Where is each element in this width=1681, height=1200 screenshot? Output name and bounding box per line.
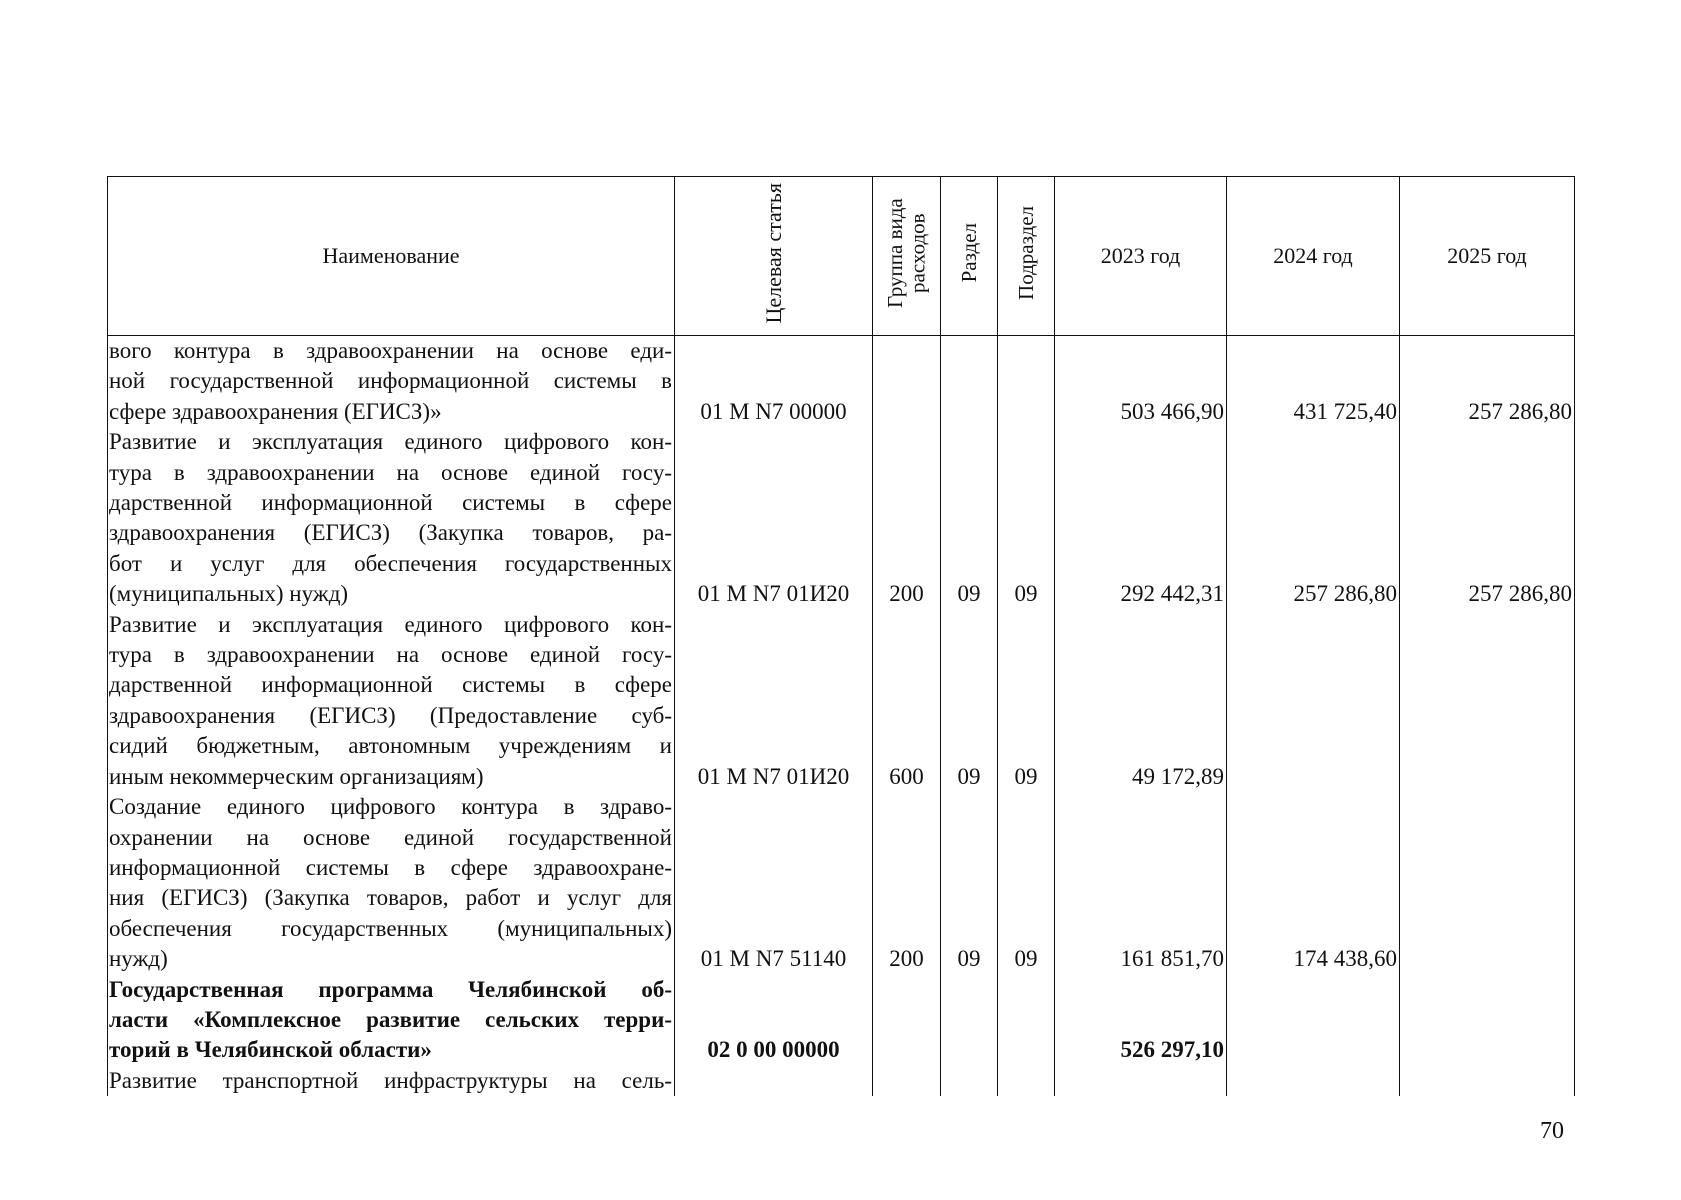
page-number: 70 <box>1540 1118 1564 1144</box>
budget-table <box>107 176 1575 1096</box>
row-name: Развитие и эксплуатация единого цифрового кон- тура в здравоохранении на основе единой госу- дарственной информационной системы в сфере здравоохранения (ЕГИСЗ) (Закупка товаров, ра- бот и услуг для обеспечения государственных (муниципальных) нужд) <box>108 427 675 609</box>
row-group <box>873 336 941 428</box>
row-section <box>941 1066 998 1096</box>
row-name: Государственная программа Челябинской об- ласти «Комплексное развитие сельских терри- торий в Челябинской области» <box>108 975 675 1066</box>
header-2024: 2024 год <box>1227 177 1400 336</box>
table-row <box>108 427 1575 609</box>
row-subsection: 09 <box>998 792 1055 974</box>
row-subsection <box>998 975 1055 1066</box>
row-name: Создание единого цифрового контура в здраво- охранении на основе единой государственной информационной системы в сфере здравоохране- ния (ЕГИСЗ) (Закупка товаров, работ и услуг для обеспечения государственных (муниципальных) нужд) <box>108 792 675 974</box>
table-body <box>108 336 1575 1097</box>
header-target: Целевая статья <box>675 177 873 336</box>
row-2024 <box>1227 610 1400 792</box>
row-subsection: 09 <box>998 427 1055 609</box>
row-2025: 257 286,80 <box>1400 336 1575 428</box>
row-2023: 526 297,10 <box>1055 975 1227 1066</box>
row-2024: 174 438,60 <box>1227 792 1400 974</box>
row-2025 <box>1400 975 1575 1066</box>
row-section: 09 <box>941 610 998 792</box>
row-subsection <box>998 1066 1055 1096</box>
row-2024 <box>1227 975 1400 1066</box>
row-subsection: 09 <box>998 610 1055 792</box>
row-target-code: 01 М N7 01И20 <box>675 427 873 609</box>
table-row <box>108 610 1575 792</box>
row-section: 09 <box>941 792 998 974</box>
header-name: Наименование <box>108 177 675 336</box>
row-section: 09 <box>941 427 998 609</box>
row-section <box>941 975 998 1066</box>
row-2025: 257 286,80 <box>1400 427 1575 609</box>
table-row <box>108 792 1575 974</box>
header-row <box>108 177 1575 336</box>
header-group: Группа вида расходов <box>873 177 941 336</box>
row-group: 200 <box>873 427 941 609</box>
table-row-continued <box>108 1066 1575 1096</box>
row-name: Развитие и эксплуатация единого цифрового кон- тура в здравоохранении на основе единой госу- дарственной информационной системы в сфере здравоохранения (ЕГИСЗ) (Предоставление суб- сидий бюджетным, автономным учреждениям и иным некоммерческим организациям) <box>108 610 675 792</box>
row-name: вого контура в здравоохранении на основе еди- ной государственной информационной системы в сфере здравоохранения (ЕГИСЗ)» <box>108 336 675 428</box>
row-2024 <box>1227 1066 1400 1096</box>
row-group: 600 <box>873 610 941 792</box>
row-2025 <box>1400 610 1575 792</box>
header-subsection: Подраздел <box>998 177 1055 336</box>
table-row-program <box>108 975 1575 1066</box>
row-target-code <box>675 1066 873 1096</box>
row-2024: 257 286,80 <box>1227 427 1400 609</box>
row-group <box>873 1066 941 1096</box>
row-2025 <box>1400 792 1575 974</box>
row-2023: 161 851,70 <box>1055 792 1227 974</box>
row-2024: 431 725,40 <box>1227 336 1400 428</box>
row-group <box>873 975 941 1066</box>
row-target-code: 01 М N7 51140 <box>675 792 873 974</box>
header-section: Раздел <box>941 177 998 336</box>
row-2025 <box>1400 1066 1575 1096</box>
row-2023: 292 442,31 <box>1055 427 1227 609</box>
row-target-code: 01 М N7 01И20 <box>675 610 873 792</box>
row-2023: 503 466,90 <box>1055 336 1227 428</box>
row-subsection <box>998 336 1055 428</box>
row-group: 200 <box>873 792 941 974</box>
row-section <box>941 336 998 428</box>
row-target-code: 01 М N7 00000 <box>675 336 873 428</box>
header-2025: 2025 год <box>1400 177 1575 336</box>
row-2023 <box>1055 1066 1227 1096</box>
row-target-code: 02 0 00 00000 <box>675 975 873 1066</box>
table-row <box>108 336 1575 428</box>
header-2023: 2023 год <box>1055 177 1227 336</box>
row-2023: 49 172,89 <box>1055 610 1227 792</box>
row-name: Развитие транспортной инфраструктуры на сель- <box>108 1066 675 1096</box>
